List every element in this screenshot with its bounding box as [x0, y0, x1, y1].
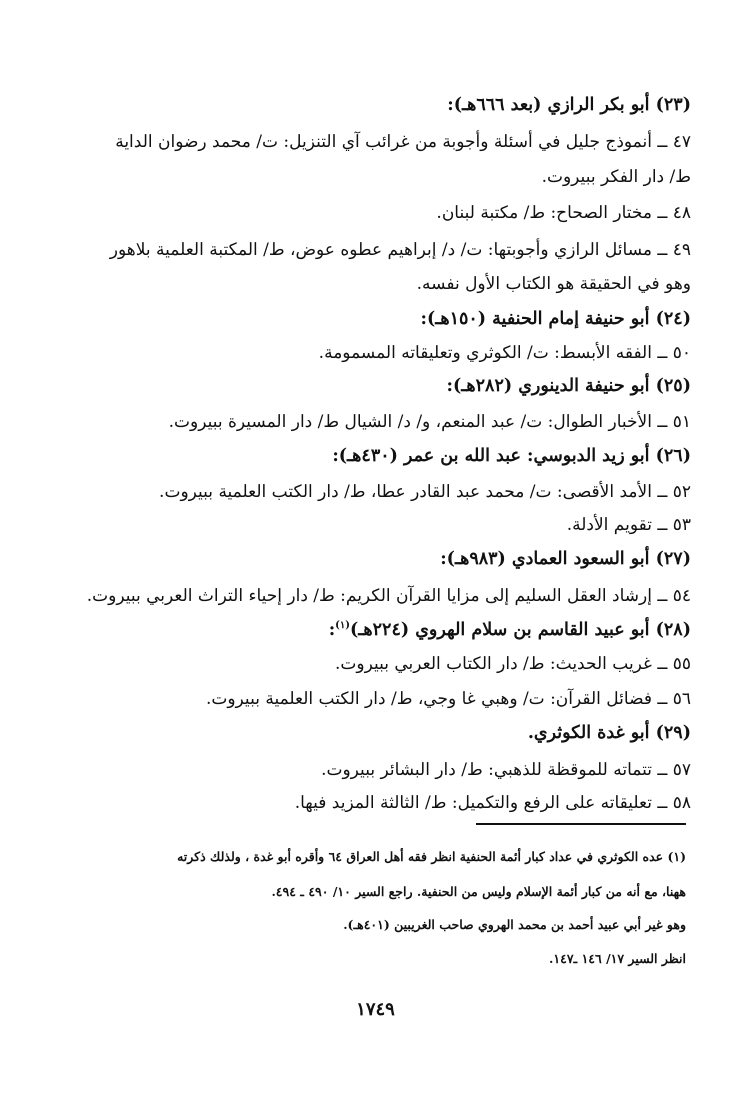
footnote-line-4: انظر السير ١٧/ ١٤٦ ـ١٤٧.: [549, 951, 686, 966]
section-heading-25: (٢٥) أبو حنيفة الدينوري (٢٨٢هـ):: [446, 376, 691, 396]
page-number: ١٧٤٩: [356, 999, 395, 1020]
section-heading-28-text: (٢٨) أبو عبيد القاسم بن سلام الهروي (٢٢٤هـ): [350, 620, 691, 640]
entry-48: ٤٨ ــ مختار الصحاح: ط/ مكتبة لبنان.: [436, 203, 691, 223]
entry-49-continued: وهو في الحقيقة هو الكتاب الأول نفسه.: [416, 274, 691, 294]
section-heading-23: (٢٣) أبو بكر الرازي (بعد ٦٦٦هـ):: [447, 95, 691, 115]
section-heading-26: (٢٦) أبو زيد الدبوسي: عبد الله بن عمر (٤٣٠هـ):: [332, 446, 691, 466]
entry-54: ٥٤ ــ إرشاد العقل السليم إلى مزايا القرآن الكريم: ط/ دار إحياء التراث العربي ببيروت.: [86, 586, 691, 606]
section-heading-24: (٢٤) أبو حنيفة إمام الحنفية (١٥٠هـ):: [420, 309, 691, 329]
entry-51: ٥١ ــ الأخبار الطوال: ت/ عبد المنعم، و/ د/ الشيال ط/ دار المسيرة ببيروت.: [168, 412, 691, 432]
entry-52: ٥٢ ــ الأمد الأقصى: ت/ محمد عبد القادر عطا، ط/ دار الكتب العلمية ببيروت.: [159, 482, 691, 502]
footnote-line-3: وهو غير أبي عبيد أحمد بن محمد الهروي صاحب الغريبين (٤٠١هـ).: [343, 917, 686, 932]
footnote-marker: (١): [335, 620, 350, 632]
footnote-line-2: ههنا، مع أنه من كبار أئمة الإسلام وليس من الحنفية. راجع السير ١٠/ ٤٩٠ ـ ٤٩٤.: [271, 884, 686, 899]
entry-58: ٥٨ ــ تعليقاته على الرفع والتكميل: ط/ الثالثة المزيد فيها.: [294, 793, 691, 813]
entry-47-continued: ط/ دار الفكر ببيروت.: [541, 167, 691, 187]
entry-57: ٥٧ ــ تتماته للموقظة للذهبي: ط/ دار البشائر ببيروت.: [321, 760, 691, 780]
entry-47: ٤٧ ــ أنموذج جليل في أسئلة وأجوبة من غرائب آي التنزيل: ت/ محمد رضوان الداية: [115, 132, 691, 152]
entry-55: ٥٥ ــ غريب الحديث: ط/ دار الكتاب العربي ببيروت.: [334, 654, 691, 674]
footnote-divider: [476, 823, 686, 825]
entry-49: ٤٩ ــ مسائل الرازي وأجوبتها: ت/ د/ إبراهيم عطوه عوض، ط/ المكتبة العلمية بلاهور: [109, 240, 691, 260]
footnote-line-1: (١) عده الكوثري في عداد كبار أئمة الحنفية انظر فقه أهل العراق ٦٤ وأقره أبو غدة ، ولذلك ذكرته: [177, 849, 686, 864]
section-heading-28-colon: :: [328, 620, 336, 640]
entry-50: ٥٠ ــ الفقه الأبسط: ت/ الكوثري وتعليقاته المسمومة.: [318, 343, 691, 363]
section-heading-29: (٢٩) أبو غدة الكوثري.: [527, 723, 691, 743]
entry-56: ٥٦ ــ فضائل القرآن: ت/ وهبي غا وجي، ط/ دار الكتب العلمية ببيروت.: [205, 689, 691, 709]
section-heading-27: (٢٧) أبو السعود العمادي (٩٨٣هـ):: [440, 549, 691, 569]
entry-53: ٥٣ ــ تقويم الأدلة.: [566, 515, 691, 535]
section-heading-28: [60, 617, 691, 643]
